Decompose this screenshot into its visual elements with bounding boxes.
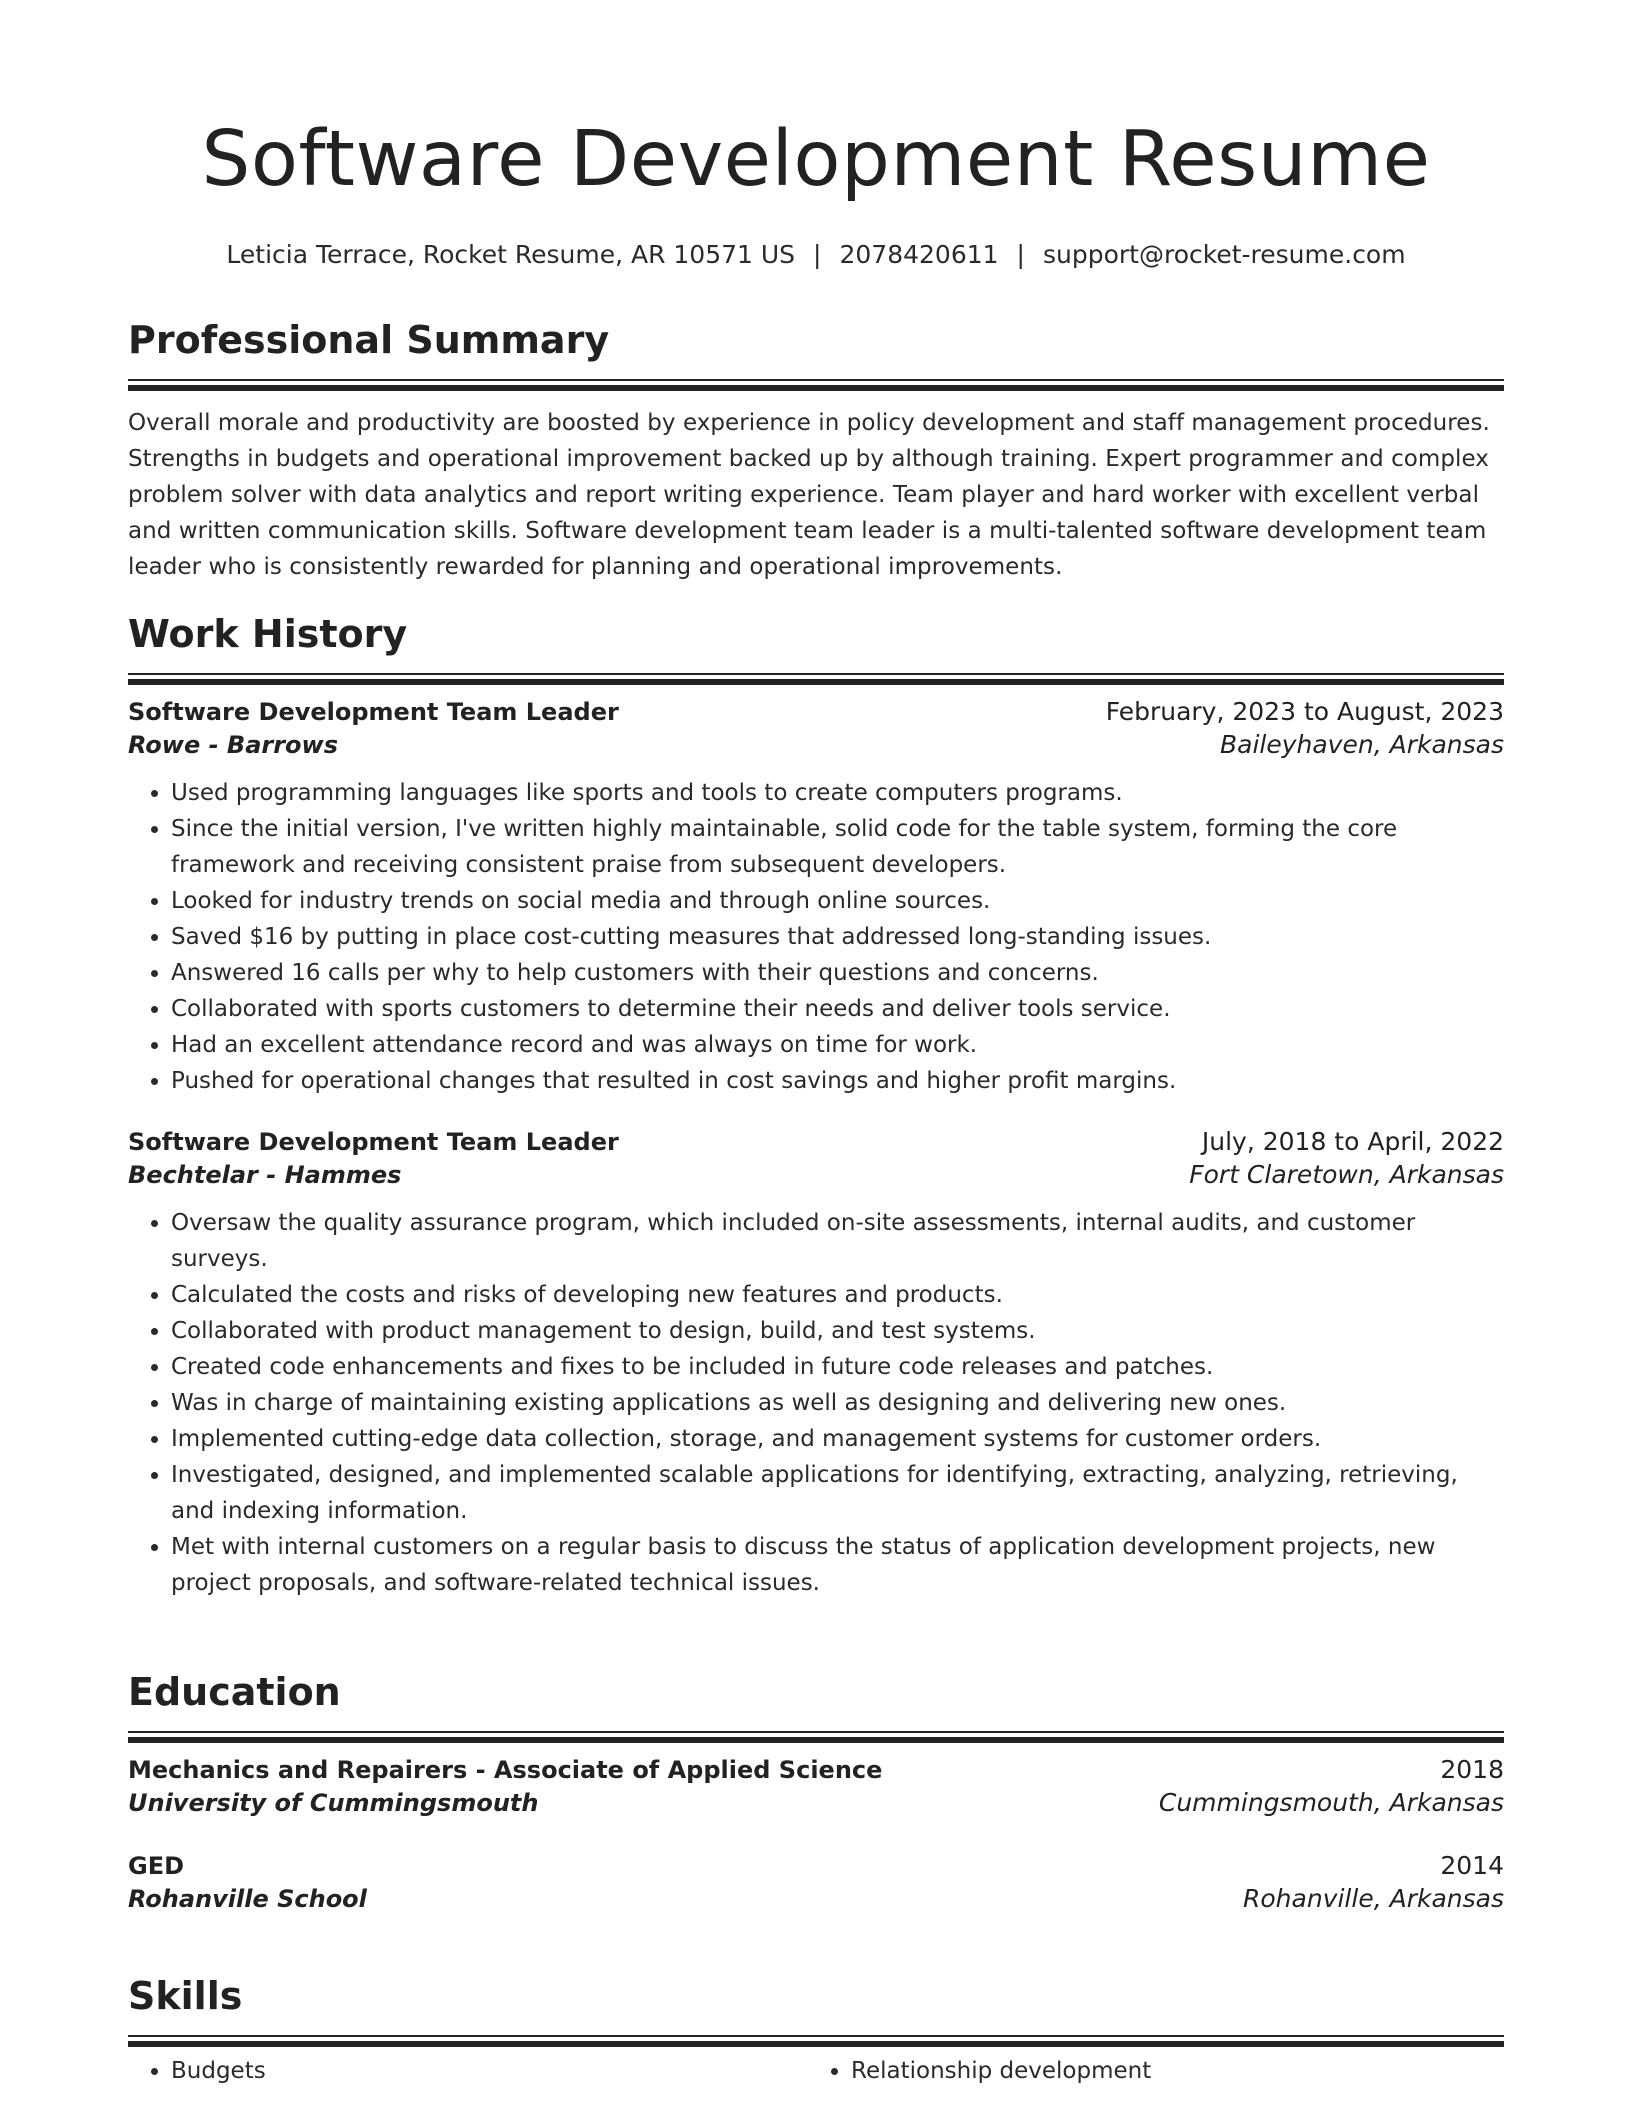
contact-phone: 2078420611 xyxy=(839,240,999,269)
skill-item: • Relationship development xyxy=(851,2053,1488,2089)
education-location: Rohanville, Arkansas xyxy=(1243,1883,1504,1913)
job-company-row xyxy=(128,730,1504,759)
job-location: Fort Claretown, Arkansas xyxy=(1189,1159,1504,1189)
contact-email[interactable]: support@rocket-resume.com xyxy=(1042,240,1406,269)
job-title: Software Development Team Leader xyxy=(128,1127,619,1156)
contact-address: Leticia Terrace, Rocket Resume, AR 10571 US xyxy=(226,240,796,269)
job-title: Software Development Team Leader xyxy=(128,697,619,726)
job-company: Bechtelar - Hammes xyxy=(128,1160,402,1189)
section-heading: Education xyxy=(128,1670,341,1714)
education-entry xyxy=(128,1755,1504,1817)
section-divider xyxy=(128,379,1504,385)
job-bullet: • Answered 16 calls per why to help customers with their questions and concerns. xyxy=(171,955,1504,991)
education-school: University of Cummingsmouth xyxy=(128,1788,539,1817)
job-entry xyxy=(128,697,1504,1099)
job-bullet-list xyxy=(128,1205,1504,1601)
job-bullet: • Implemented cutting-edge data collection, storage, and management systems for customer orders. xyxy=(171,1421,1504,1457)
job-bullet: • Saved $16 by putting in place cost-cutting measures that addressed long-standing issues. xyxy=(171,919,1504,955)
education-school-row xyxy=(128,1788,1504,1817)
skills-column-left xyxy=(128,2053,808,2089)
education-section xyxy=(128,1670,1504,1913)
skills-list xyxy=(808,2053,1488,2089)
section-divider xyxy=(128,1731,1504,1737)
job-bullet: • Oversaw the quality assurance program, which included on-site assessments, internal audits, and customer surveys. xyxy=(171,1205,1504,1277)
job-bullet: • Created code enhancements and fixes to be included in future code releases and patches. xyxy=(171,1349,1504,1385)
skills-list xyxy=(128,2053,808,2089)
education-entry xyxy=(128,1851,1504,1913)
skills-section xyxy=(128,1974,1504,2089)
job-bullet: • Had an excellent attendance record and was always on time for work. xyxy=(171,1027,1504,1063)
education-degree: GED xyxy=(128,1851,185,1880)
education-school: Rohanville School xyxy=(128,1884,367,1913)
job-location: Baileyhaven, Arkansas xyxy=(1219,729,1504,759)
job-bullet: • Collaborated with product management to design, build, and test systems. xyxy=(171,1313,1504,1349)
work-history-section xyxy=(128,612,1504,1601)
summary-section xyxy=(128,318,1504,585)
job-header-row xyxy=(128,697,1504,726)
job-dates: July, 2018 to April, 2022 xyxy=(1201,1126,1504,1156)
job-entry xyxy=(128,1127,1504,1601)
job-dates: February, 2023 to August, 2023 xyxy=(1105,696,1504,726)
job-company-row xyxy=(128,1160,1504,1189)
education-header-row xyxy=(128,1755,1504,1784)
education-location: Cummingsmouth, Arkansas xyxy=(1158,1787,1504,1817)
job-bullet: • Looked for industry trends on social media and through online sources. xyxy=(171,883,1504,919)
education-year: 2018 xyxy=(1440,1754,1504,1784)
job-bullet: • Met with internal customers on a regular basis to discuss the status of application development projects, new project proposals, and software-related technical issues. xyxy=(171,1529,1504,1601)
job-company: Rowe - Barrows xyxy=(128,730,338,759)
job-bullet: • Used programming languages like sports and tools to create computers programs. xyxy=(171,775,1504,811)
job-bullet: • Pushed for operational changes that resulted in cost savings and higher profit margins. xyxy=(171,1063,1504,1099)
job-bullet-list xyxy=(128,775,1504,1099)
section-heading: Professional Summary xyxy=(128,318,610,362)
contact-separator: | xyxy=(1016,240,1025,269)
education-header-row xyxy=(128,1851,1504,1880)
education-year: 2014 xyxy=(1440,1850,1504,1880)
section-heading: Work History xyxy=(128,612,408,656)
education-school-row xyxy=(128,1884,1504,1913)
job-bullet: • Calculated the costs and risks of developing new features and products. xyxy=(171,1277,1504,1313)
summary-text: Overall morale and productivity are boosted by experience in policy development and staff management procedures. Strengths in budgets and operational improvement backed up by although training. Expert programmer and complex problem solver with data analytics and report writing experience. Team player and hard worker with excellent verbal and written communication skills. Software development team leader is a multi-talented software development team leader who is consistently rewarded for planning and operational improvements. xyxy=(128,409,1490,580)
section-divider xyxy=(128,2035,1504,2041)
job-header-row xyxy=(128,1127,1504,1156)
job-bullet: • Was in charge of maintaining existing applications as well as designing and delivering new ones. xyxy=(171,1385,1504,1421)
resume-title: Software Development Resume xyxy=(201,115,1431,204)
job-bullet: • Investigated, designed, and implemented scalable applications for identifying, extracting, analyzing, retrieving, and indexing information. xyxy=(171,1457,1504,1529)
education-degree: Mechanics and Repairers - Associate of Applied Science xyxy=(128,1755,883,1784)
section-heading: Skills xyxy=(128,1974,243,2018)
skill-item: • Budgets xyxy=(171,2053,808,2089)
skills-columns xyxy=(128,2053,1504,2089)
skills-column-right xyxy=(808,2053,1488,2089)
section-divider xyxy=(128,673,1504,679)
contact-separator: | xyxy=(813,240,822,269)
job-bullet: • Collaborated with sports customers to determine their needs and deliver tools service. xyxy=(171,991,1504,1027)
contact-line xyxy=(128,240,1504,269)
job-bullet: • Since the initial version, I've written highly maintainable, solid code for the table system, forming the core framework and receiving consistent praise from subsequent developers. xyxy=(171,811,1504,883)
